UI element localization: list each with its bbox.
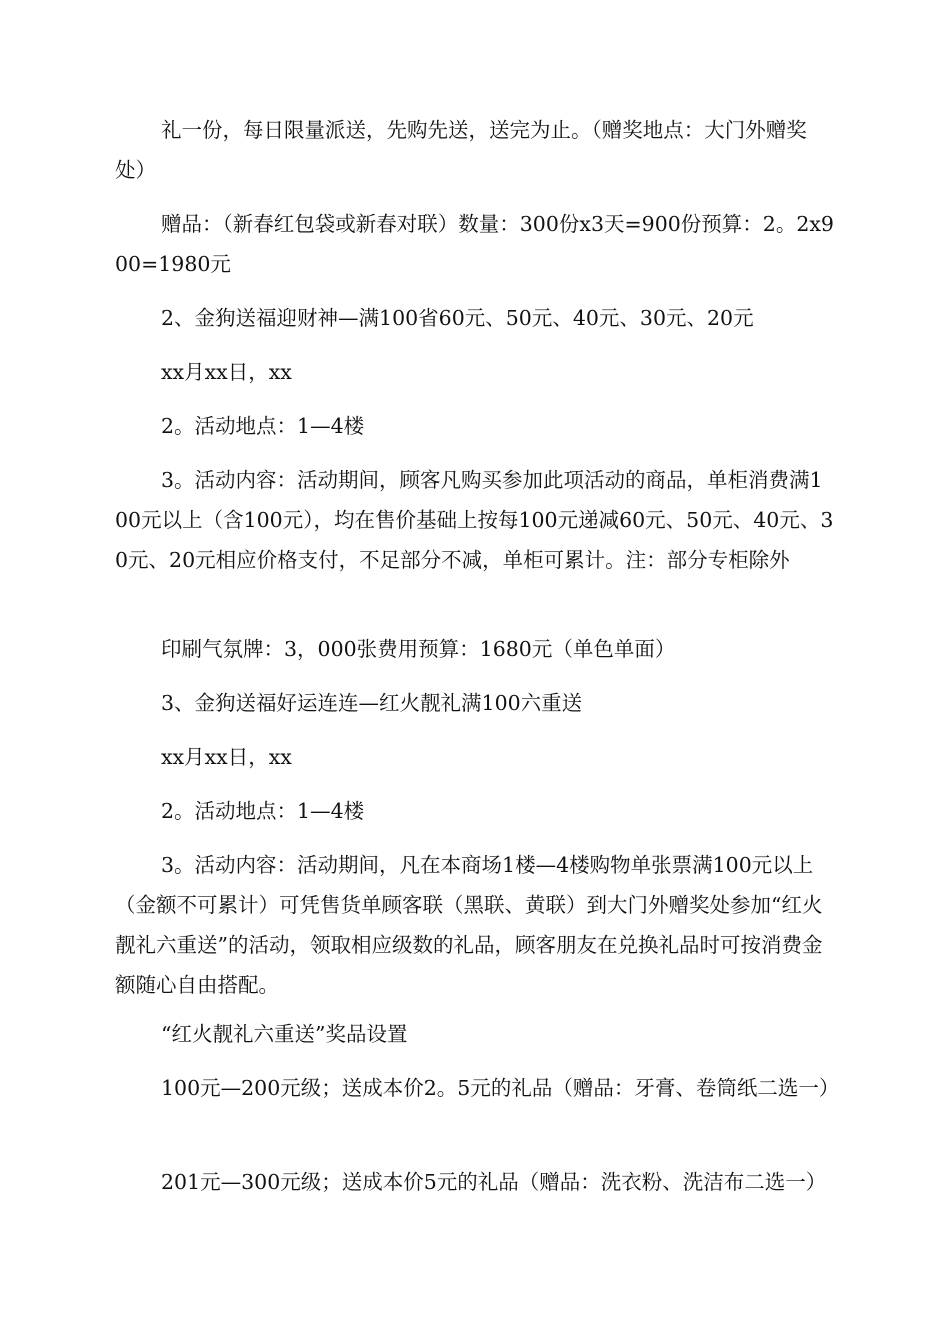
paragraph-section-3-date: xx月xx日，xx [161, 745, 292, 769]
paragraph-prize-setting-title: “红火靓礼六重送”奖品设置 [161, 1022, 408, 1046]
paragraph-section-3-location: 2。活动地点：1—4楼 [161, 799, 365, 823]
paragraph-gift-rule: 礼一份，每日限量派送，先购先送，送完为止。（赠奖地点：大门外赠奖处） [115, 118, 807, 182]
paragraph-prize-level-1: 100元—200元级；送成本价2。5元的礼品（赠品：牙膏、卷筒纸二选一） [161, 1076, 840, 1100]
paragraph-section-3-content: 3。活动内容：活动期间，凡在本商场1楼—4楼购物单张票满100元以上（金额不可累计）可凭售货单顾客联（黑联、黄联）到大门外赠奖处参加“红火靓礼六重送”的活动，领取相应级数的礼品，顾客朋友在兑换礼品时可按消费金额随心自由搭配。 [115, 853, 823, 997]
paragraph-section-3-title: 3、金狗送福好运连连—红火靓礼满100六重送 [161, 691, 583, 715]
paragraph-section-2-date: xx月xx日，xx [161, 360, 292, 384]
paragraph-prize-level-2: 201元—300元级；送成本价5元的礼品（赠品：洗衣粉、洗洁布二选一） [161, 1170, 827, 1194]
paragraph-gift-budget: 赠品：（新春红包袋或新春对联）数量：300份x3天=900份预算：2。2x900=1980元 [115, 212, 834, 276]
paragraph-section-2-location: 2。活动地点：1—4楼 [161, 414, 365, 438]
paragraph-print-budget: 印刷气氛牌：3，000张费用预算：1680元（单色单面） [161, 637, 676, 661]
paragraph-section-2-content: 3。活动内容：活动期间，顾客凡购买参加此项活动的商品，单柜消费满100元以上（含100元），均在售价基础上按每100元递减60元、50元、40元、30元、20元相应价格支付，不足部分不减，单柜可累计。注：部分专柜除外 [115, 468, 834, 572]
paragraph-section-2-title: 2、金狗送福迎财神—满100省60元、50元、40元、30元、20元 [161, 306, 754, 330]
